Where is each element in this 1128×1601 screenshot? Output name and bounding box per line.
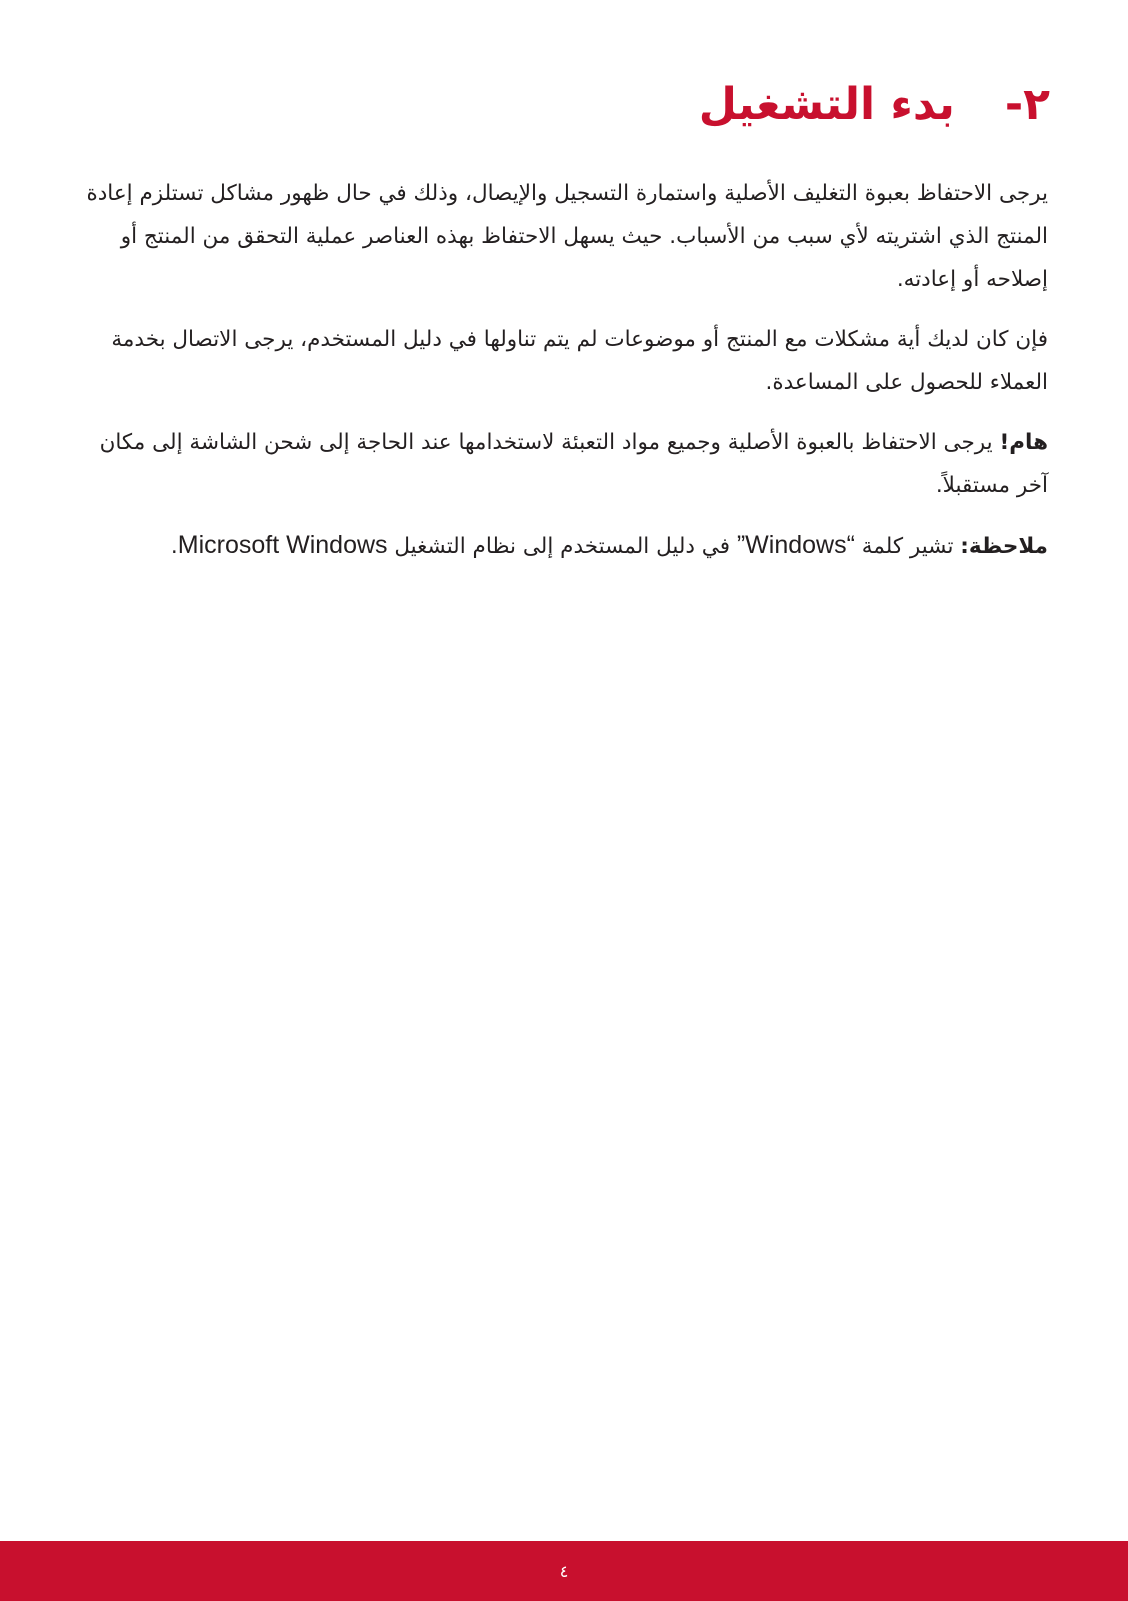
section-number: ٢- xyxy=(1004,79,1050,130)
important-text: يرجى الاحتفاظ بالعبوة الأصلية وجميع مواد التعبئة لاستخدامها عند الحاجة إلى شحن الشاشة إلى مكان آخر مستقبلاً. xyxy=(99,430,1048,498)
paragraph-note xyxy=(80,524,1048,568)
important-label: هام! xyxy=(999,430,1048,455)
note-end-punct: . xyxy=(170,534,178,559)
page-header xyxy=(78,70,1050,140)
paragraph-support: فإن كان لديك أية مشكلات مع المنتج أو موضوعات لم يتم تناولها في دليل المستخدم، يرجى الاتصال بخدمة العملاء للحصول على المساعدة. xyxy=(111,327,1048,395)
note-quoted-term: “Windows” xyxy=(736,531,855,559)
note-product-name: Microsoft Windows xyxy=(177,531,388,559)
note-text-before: تشير كلمة xyxy=(861,534,954,559)
page-number: ٤ xyxy=(559,1561,569,1581)
page-content xyxy=(80,172,1048,585)
note-label: ملاحظة: xyxy=(960,534,1048,559)
footer-bar xyxy=(0,1541,1128,1601)
paragraph-packaging: يرجى الاحتفاظ بعبوة التغليف الأصلية واستمارة التسجيل والإيصال، وذلك في حال ظهور مشاكل تستلزم إعادة المنتج الذي اشتريته لأي سبب من الأسباب. حيث يسهل الاحتفاظ بهذه العناصر عملية التحقق من المنتج أو إصلاحه أو إعادته. xyxy=(86,181,1048,292)
note-text-middle: في دليل المستخدم إلى نظام التشغيل xyxy=(394,534,730,559)
page-title: بدء التشغيل xyxy=(698,79,955,130)
paragraph-important xyxy=(80,421,1048,507)
